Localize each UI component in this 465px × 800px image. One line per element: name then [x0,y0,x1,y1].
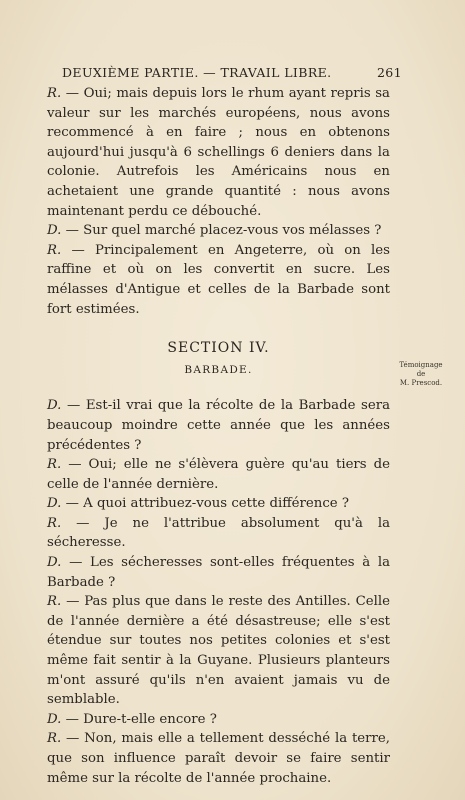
margin-note-line: de [416,370,426,378]
paragraph-text: — Est-il vrai que la récolte de la Barbade sera beaucoup moindre cette année que les années précédentes ? [47,398,390,453]
paragraph [47,729,390,788]
paragraph [47,396,390,455]
paragraph-text: — Dure-t-elle encore ? [61,711,217,727]
paragraph [47,553,390,592]
speaker: D. [47,711,62,727]
paragraph [47,710,390,730]
section-title: SECTION IV. [167,340,270,357]
page-number: 261 [376,65,402,80]
section-subtitle: BARBADE. [184,363,253,376]
margin-note-line: Témoignage [399,361,443,369]
speaker: R. [47,515,62,531]
paragraph-text: — Principalement en Angeterre, où on les raffine et où on les convertit en sucre. Les mélasses d'Antigue et celles de la Barbade sont fort estimées. [47,242,390,317]
paragraph-text: — Non, mais elle a tellement desséché la terre, que son influence paraît devoir se faire sentir même sur la récolte de l'année prochaine. [47,731,390,786]
paragraph [47,241,390,319]
page-body [47,84,390,788]
speaker: R. [47,242,62,258]
paragraph-text: — Oui; elle ne s'élèvera guère qu'au tiers de celle de l'année dernière. [47,457,390,492]
speaker: R. [47,731,62,747]
speaker: R. [47,457,62,473]
paragraph [47,514,390,553]
paragraph-text: — Les sécheresses sont-elles fréquentes à la Barbade ? [47,555,390,590]
speaker: D. [47,555,62,571]
speaker: D. [47,398,62,414]
running-header [62,65,402,80]
margin-note [394,361,448,388]
speaker: R. [47,594,62,610]
paragraph-text: — Oui; mais depuis lors le rhum ayant repris sa valeur sur les marchés européens, nous avons recommencé à en faire ; nous en obtenons aujourd'hui jusqu'à 6 schellings 6 deniers dans la colonie. Autrefois les Américains nous en achetaient une grande quantité : nous avons maintenant perdu ce débouché. [47,86,390,219]
paragraph [47,455,390,494]
speaker: D. [47,223,62,239]
speaker: D. [47,496,62,512]
paragraph [47,84,390,221]
paragraph-text: — A quoi attribuez-vous cette différence ? [61,496,349,512]
margin-note-line: M. Prescod. [399,379,443,387]
paragraph [47,592,390,710]
paragraph-text: — Sur quel marché placez-vous vos mélasses ? [61,223,382,239]
paragraph-text: — Pas plus que dans le reste des Antilles. Celle de l'année dernière a été désastreuse; elle s'est étendue sur toutes nos petites colonies et s'est même fait sentir à la Guyane. Plusieurs planteurs m'ont assuré qu'ils n'en avaient jamais vu de semblable. [47,594,390,708]
running-title: DEUXIÈME PARTIE. — TRAVAIL LIBRE. [62,65,332,80]
paragraph-text: — Je ne l'attribue absolument qu'à la sécheresse. [47,515,390,551]
speaker: R. [47,86,62,101]
paragraph [47,494,390,514]
paragraph [47,221,390,241]
